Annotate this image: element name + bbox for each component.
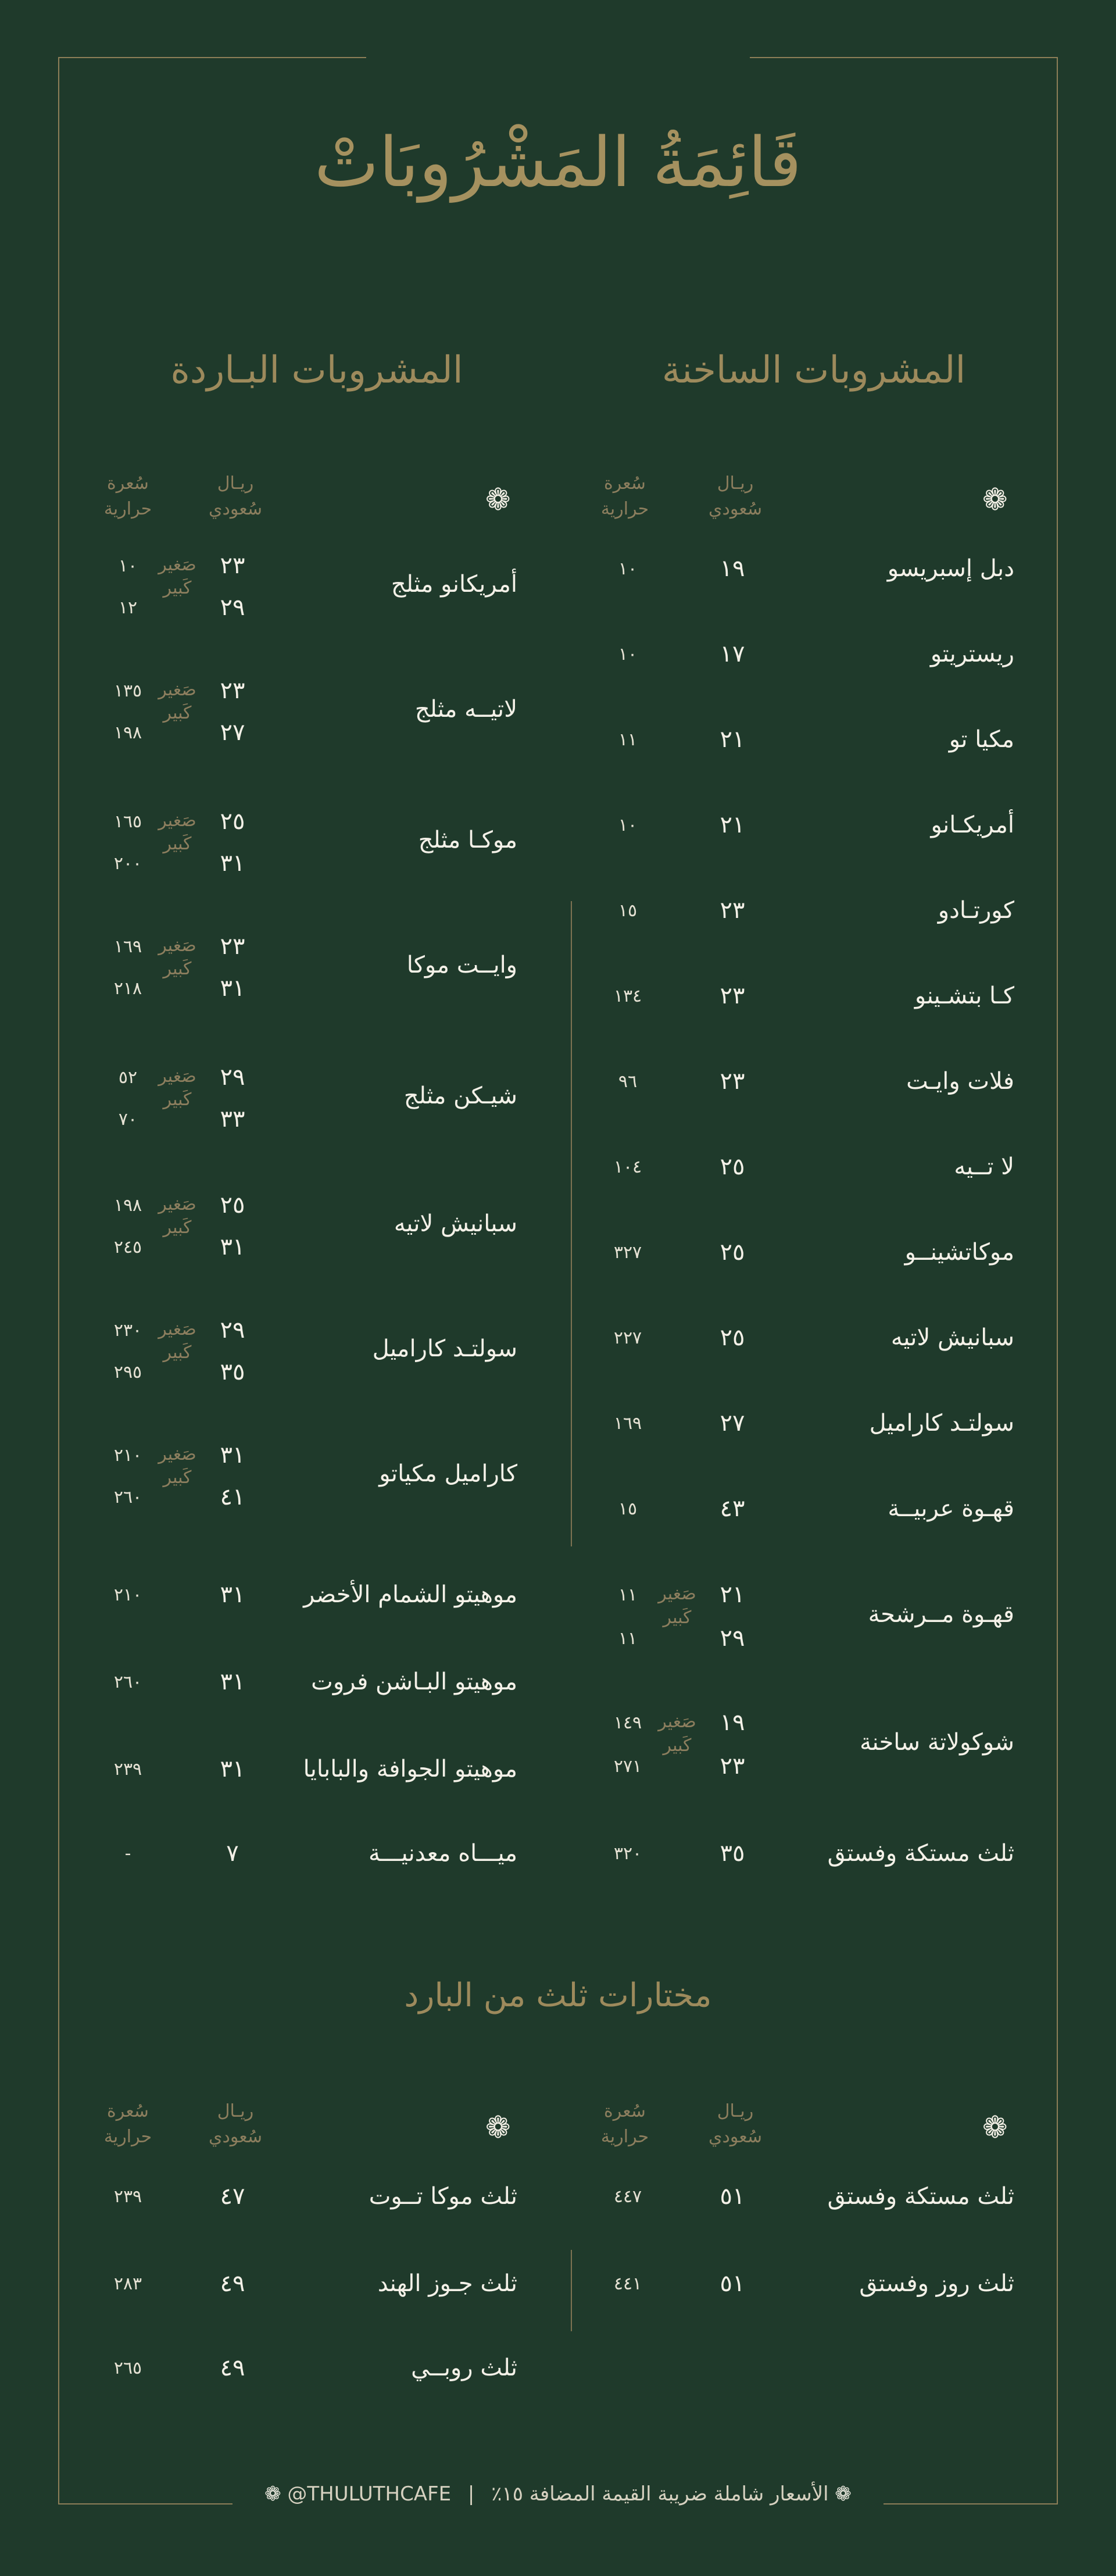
large-calories: ٢٠٠ — [113, 853, 142, 874]
item-calories: ٩٦ — [618, 1071, 638, 1092]
item-name[interactable]: موهيتو الجوافة والبابايا — [303, 1756, 517, 1782]
size-large-label: كَبير — [163, 1467, 192, 1488]
large-calories: ٢٧١ — [613, 1756, 642, 1777]
item-price: ٢٥ — [720, 1324, 745, 1351]
item-calories: - — [124, 1843, 131, 1864]
small-calories: ١١ — [618, 1585, 638, 1605]
cold-price-header — [203, 471, 267, 522]
item-calories: ١٥ — [618, 1499, 638, 1519]
item-calories: ١٦٩ — [613, 1413, 642, 1434]
item-name[interactable]: موهيتو الشمام الأخضر — [303, 1581, 517, 1608]
item-price: ٢٣ — [720, 982, 745, 1009]
size-large-label: كَبير — [163, 702, 192, 723]
size-large-label: كَبير — [163, 1217, 192, 1238]
hot-section-title: المشروبات الساخنة — [661, 349, 966, 392]
large-calories: ٢٤٥ — [113, 1237, 142, 1257]
item-price: ٢١ — [720, 726, 745, 753]
item-name[interactable]: ثلث روبــي — [411, 2355, 517, 2381]
small-price: ٢٥ — [220, 1192, 245, 1219]
frame-right — [1057, 57, 1058, 2504]
item-price: ١٩ — [720, 555, 745, 582]
thuluth-right-cal-header — [593, 2099, 657, 2150]
item-name[interactable]: ثلث جـوز الهند — [377, 2270, 517, 2297]
thuluth-logo-icon: ❁ — [982, 483, 1008, 517]
item-calories: ٢٨٣ — [113, 2274, 142, 2294]
size-large-label: كَبير — [663, 1735, 692, 1756]
item-calories: ١٠ — [618, 815, 638, 835]
large-price: ٣١ — [220, 1234, 245, 1260]
cal-header-line1: سُعرة — [107, 473, 149, 494]
small-price: ٢٣ — [220, 552, 245, 579]
small-price: ٣١ — [220, 1442, 245, 1469]
cold-section-title: المشروبات البـاردة — [170, 349, 463, 392]
item-price: ٢٣ — [720, 897, 745, 924]
item-calories: ١١ — [618, 730, 638, 750]
item-price: ١٧ — [720, 641, 745, 667]
item-name[interactable]: قهـوة عربيــة — [888, 1495, 1014, 1522]
large-price: ٣٣ — [220, 1106, 245, 1132]
item-name[interactable]: ثلث موكا تــوت — [369, 2183, 517, 2210]
item-name[interactable]: شيـكن مثلج — [403, 1082, 517, 1110]
item-calories: ١٠ — [618, 559, 638, 579]
footer-separator: | — [467, 2482, 475, 2506]
cold-cal-header — [96, 471, 160, 522]
frame-top-right — [750, 57, 1058, 58]
item-name[interactable]: لاتيــه مثلج — [414, 696, 517, 723]
item-name[interactable]: وايــت موكا — [406, 952, 517, 979]
item-name[interactable]: كورتـادو — [938, 897, 1014, 924]
item-price: ٤٧ — [220, 2183, 245, 2210]
small-price: ٢٣ — [220, 677, 245, 704]
column-divider — [571, 901, 572, 1546]
price-header-line1: ريـال — [717, 2101, 754, 2121]
item-name[interactable]: أمريكانو مثلج — [391, 571, 517, 598]
item-name[interactable]: لا تــيه — [954, 1153, 1014, 1180]
item-calories: ١٠ — [618, 644, 638, 664]
item-price: ٤٩ — [220, 2270, 245, 2297]
item-calories: ١٣٤ — [613, 986, 642, 1006]
price-header-line2: سُعودي — [709, 2127, 762, 2147]
large-price: ٢٧ — [220, 719, 245, 746]
price-header-line2: سُعودي — [209, 499, 262, 519]
item-name[interactable]: ثلث مستكة وفستق — [827, 1840, 1014, 1867]
small-calories: ٢٣٠ — [113, 1320, 142, 1341]
item-price: ٤٣ — [720, 1495, 745, 1522]
small-calories: ١٩٨ — [113, 1195, 142, 1216]
large-price: ٤١ — [220, 1484, 245, 1510]
item-name[interactable]: ريستريتو — [930, 641, 1014, 667]
size-small-label: صَغير — [158, 1066, 196, 1087]
cal-header-line2: حرارية — [103, 2127, 152, 2147]
item-name[interactable]: سولتـد كاراميل — [372, 1335, 517, 1363]
size-large-label: كَبير — [163, 577, 192, 598]
large-calories: ٢١٨ — [113, 978, 142, 999]
large-price: ٣١ — [220, 850, 245, 877]
item-name[interactable]: شوكولاتة ساخنة — [860, 1728, 1014, 1756]
item-name[interactable]: مكيا تو — [949, 726, 1014, 753]
item-price: ٥١ — [720, 2183, 745, 2210]
price-header-line2: سُعودي — [709, 499, 762, 519]
large-calories: ١٩٨ — [113, 723, 142, 743]
large-price: ٣٥ — [220, 1359, 245, 1385]
item-price: ٢٥ — [720, 1239, 745, 1266]
small-price: ٢٣ — [220, 933, 245, 960]
footer — [0, 2482, 1116, 2506]
item-calories: ٣٢٠ — [613, 1843, 642, 1864]
size-small-label: صَغير — [158, 1194, 196, 1214]
large-calories: ١١ — [618, 1628, 638, 1649]
item-name[interactable]: فلات وايـت — [906, 1068, 1014, 1095]
item-calories: ٢١٠ — [113, 1585, 142, 1605]
item-price: ٢٣ — [720, 1068, 745, 1095]
small-price: ١٩ — [720, 1709, 745, 1736]
size-small-label: صَغير — [158, 555, 196, 575]
size-large-label: كَبير — [163, 833, 192, 854]
thuluth-logo-icon: ❁ — [264, 2482, 281, 2506]
item-calories: ٢٢٧ — [613, 1328, 642, 1348]
item-calories: ٣٢٧ — [613, 1242, 642, 1263]
hot-cal-header — [593, 471, 657, 522]
size-small-label: صَغير — [658, 1584, 696, 1604]
item-calories: ١٥ — [618, 901, 638, 921]
item-name[interactable]: ميـــاه معدنيـــة — [368, 1840, 517, 1867]
small-calories: ٢١٠ — [113, 1445, 142, 1466]
item-name[interactable]: موكـا مثلج — [418, 827, 517, 854]
small-price: ٢٥ — [220, 808, 245, 835]
small-price: ٢٩ — [220, 1064, 245, 1091]
large-calories: ٢٦٠ — [113, 1487, 142, 1507]
size-small-label: صَغير — [658, 1712, 696, 1732]
item-price: ٢٥ — [720, 1153, 745, 1180]
cal-header-line1: سُعرة — [107, 2101, 149, 2121]
small-calories: ١٣٥ — [113, 681, 142, 701]
item-price: ٣١ — [220, 1756, 245, 1782]
item-name[interactable]: موكاتشينــو — [904, 1239, 1014, 1266]
thuluth-section-title: مختارات ثلث من البارد — [404, 1977, 712, 2014]
item-calories: ٢٦٠ — [113, 1672, 142, 1692]
item-calories: ٢٣٩ — [113, 1759, 142, 1780]
instagram-handle[interactable]: @THULUTHCAFE — [287, 2482, 452, 2506]
item-name[interactable]: دبل إسبريسو — [887, 555, 1014, 582]
size-small-label: صَغير — [158, 1444, 196, 1464]
item-price: ٣١ — [220, 1668, 245, 1695]
price-header-line1: ريـال — [217, 2101, 254, 2121]
cal-header-line2: حرارية — [600, 2127, 649, 2147]
thuluth-logo-icon: ❁ — [835, 2482, 852, 2506]
size-large-label: كَبير — [163, 1342, 192, 1363]
item-name[interactable]: أمريكـانو — [931, 812, 1014, 838]
thuluth-right-price-header — [703, 2099, 767, 2150]
frame-top-left — [58, 57, 366, 58]
small-price: ٢١ — [720, 1581, 745, 1608]
size-large-label: كَبير — [663, 1607, 692, 1628]
hot-price-header — [703, 471, 767, 522]
small-calories: ١٦٩ — [113, 937, 142, 957]
thuluth-logo-icon: ❁ — [485, 2110, 511, 2145]
cal-header-line1: سُعرة — [604, 2101, 646, 2121]
size-large-label: كَبير — [163, 1089, 192, 1110]
item-name[interactable]: سبانيش لاتيه — [890, 1324, 1014, 1351]
item-price: ٧ — [226, 1840, 239, 1867]
item-price: ٢١ — [720, 812, 745, 838]
frame-left — [58, 57, 59, 2504]
size-small-label: صَغير — [158, 810, 196, 831]
small-calories: ١٤٩ — [613, 1713, 642, 1733]
large-price: ٢٩ — [720, 1625, 745, 1652]
large-calories: ٧٠ — [118, 1109, 138, 1130]
small-calories: ٥٢ — [118, 1067, 138, 1088]
item-name[interactable]: ثلث مستكة وفستق — [827, 2183, 1014, 2210]
item-name[interactable]: سبانيش لاتيه — [394, 1210, 517, 1238]
item-calories: ٤٤٧ — [613, 2186, 642, 2207]
column-divider — [571, 2250, 572, 2331]
item-name[interactable]: ثلث روز وفستق — [859, 2270, 1014, 2297]
item-name[interactable]: كاراميل مكياتو — [379, 1460, 517, 1488]
item-calories: ٢٣٩ — [113, 2186, 142, 2207]
large-calories: ١٢ — [118, 598, 138, 618]
small-price: ٢٩ — [220, 1317, 245, 1344]
price-header-line1: ريـال — [717, 473, 754, 494]
item-price: ٣١ — [220, 1581, 245, 1608]
item-calories: ٢٦٥ — [113, 2358, 142, 2378]
large-calories: ٢٩٥ — [113, 1362, 142, 1382]
item-name[interactable]: قهـوة مــرشحة — [868, 1600, 1014, 1628]
page-title: قَائِمَةُ المَشْرُوبَاتْ — [314, 122, 802, 202]
item-name[interactable]: كـا بتشـينو — [914, 982, 1014, 1009]
item-price: ٤٩ — [220, 2355, 245, 2381]
thuluth-left-cal-header — [96, 2099, 160, 2150]
item-calories: ٤٤١ — [613, 2274, 642, 2294]
item-name[interactable]: سولتـد كاراميل — [869, 1410, 1014, 1437]
thuluth-left-price-header — [203, 2099, 267, 2150]
tax-note: الأسعار شاملة ضريبة القيمة المضافة ١٥٪ — [491, 2482, 829, 2506]
item-name[interactable]: موهيتو البـاشن فروت — [311, 1668, 517, 1695]
price-header-line1: ريـال — [217, 473, 254, 494]
thuluth-logo-icon: ❁ — [982, 2110, 1008, 2145]
small-calories: ١٦٥ — [113, 812, 142, 832]
item-price: ٢٧ — [720, 1410, 745, 1437]
cal-header-line2: حرارية — [600, 499, 649, 519]
size-large-label: كَبير — [163, 958, 192, 979]
large-price: ٣١ — [220, 975, 245, 1002]
item-price: ٣٥ — [720, 1840, 745, 1867]
small-calories: ١٠ — [118, 556, 138, 576]
size-small-label: صَغير — [158, 1319, 196, 1339]
item-price: ٥١ — [720, 2270, 745, 2297]
large-price: ٢٩ — [220, 594, 245, 621]
cal-header-line1: سُعرة — [604, 473, 646, 494]
cal-header-line2: حرارية — [103, 499, 152, 519]
price-header-line2: سُعودي — [209, 2127, 262, 2147]
thuluth-logo-icon: ❁ — [485, 483, 511, 517]
size-small-label: صَغير — [158, 680, 196, 700]
size-small-label: صَغير — [158, 935, 196, 956]
item-calories: ١٠٤ — [613, 1157, 642, 1177]
large-price: ٢٣ — [720, 1753, 745, 1780]
